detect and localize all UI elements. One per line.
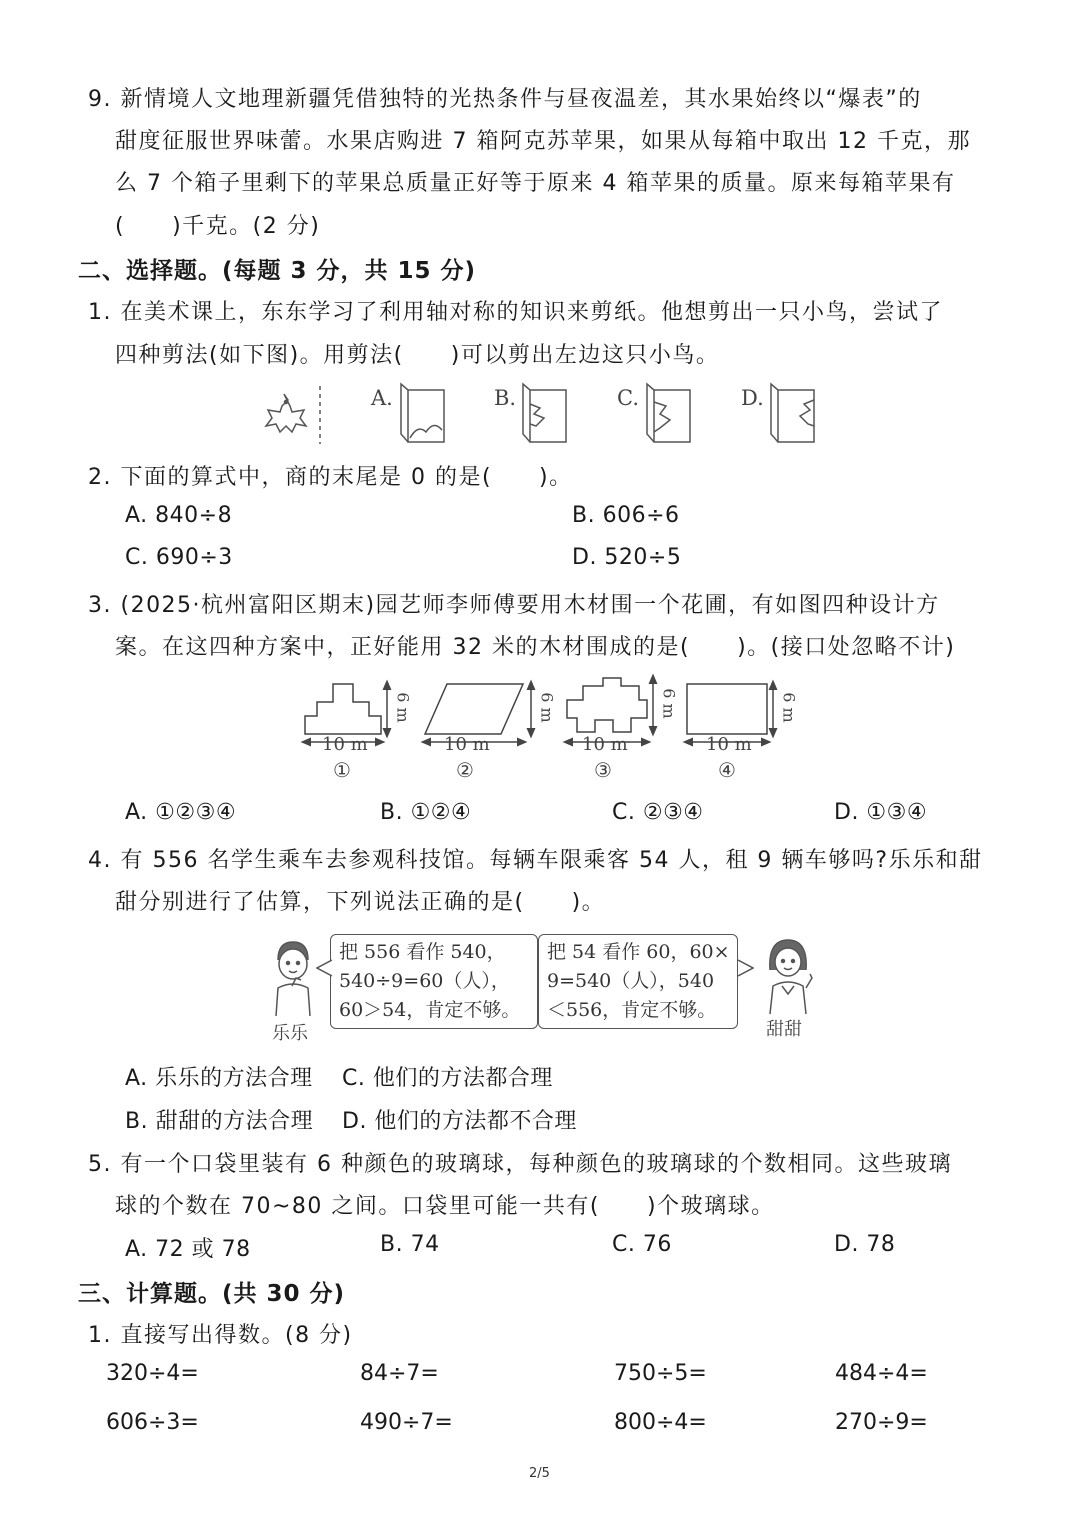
tiantian-bubble-line-2: 9=540（人），540: [547, 970, 715, 992]
shape-3: [567, 678, 647, 732]
c5-option-c: C. 76: [612, 1232, 672, 1257]
folded-paper-d-icon: [771, 384, 814, 442]
page-number: 2/5: [529, 1466, 550, 1481]
garden-figures: [295, 672, 815, 787]
folded-paper-b-icon: [523, 384, 566, 442]
calc-r2-c1: 606÷3=: [106, 1410, 199, 1435]
tiantian-bubble-tail: [738, 958, 754, 978]
calc-r1-c2: 84÷7=: [360, 1361, 439, 1386]
tiantian-avatar: [760, 936, 816, 1018]
section-2-title: 二、选择题。(每题 3 分，共 15 分): [78, 258, 477, 284]
lele-bubble-line-2: 540÷9=60（人），: [339, 970, 510, 992]
calc-r2-c3: 800÷4=: [614, 1410, 707, 1435]
fig2-width-label: 10 m: [444, 734, 490, 755]
fig3-width-label: 10 m: [582, 734, 628, 755]
c4-line-2: 甜分别进行了估算，下列说法正确的是( )。: [115, 890, 606, 915]
tiantian-bubble-line-3: ＜556，肯定不够。: [547, 999, 717, 1021]
tiantian-bubble-line-1: 把 54 看作 60，60×: [547, 941, 730, 963]
c1-label-a: A.: [371, 386, 393, 410]
lele-avatar: [268, 938, 318, 1020]
c4-option-b: B. 甜甜的方法合理: [125, 1109, 314, 1134]
c3-line-1: 3. (2025·杭州富阳区期末)园艺师李师傅要用木材围一个花圃，有如图四种设计方: [88, 593, 940, 618]
tiantian-speech-bubble: [538, 934, 738, 1029]
c1-label-c: C.: [617, 386, 639, 410]
q9-line-3: 么 7 个箱子里剩下的苹果总质量正好等于原来 4 箱苹果的质量。原来每箱苹果有: [115, 171, 956, 196]
c3-option-b: B. ①②④: [380, 800, 472, 825]
fig4-number: ④: [718, 758, 736, 782]
folded-paper-a-icon: [401, 384, 444, 442]
calc-r1-c3: 750÷5=: [614, 1361, 707, 1386]
k1-stem: 1. 直接写出得数。(8 分): [88, 1323, 353, 1348]
fig2-number: ②: [456, 758, 474, 782]
c3-option-c: C. ②③④: [612, 800, 704, 825]
calc-r1-c1: 320÷4=: [106, 1361, 199, 1386]
c5-option-d: D. 78: [834, 1232, 896, 1257]
c4-option-c: C. 他们的方法都合理: [342, 1066, 553, 1091]
c5-option-a: A. 72 或 78: [125, 1237, 251, 1262]
calc-r1-c4: 484÷4=: [835, 1361, 928, 1386]
c4-option-a: A. 乐乐的方法合理: [125, 1066, 313, 1091]
shape-2: [425, 684, 523, 734]
bird-icon: [266, 394, 306, 432]
shape-4: [687, 684, 767, 734]
lele-name: 乐乐: [272, 1023, 308, 1044]
c1-line-2: 四种剪法(如下图)。用剪法( )可以剪出左边这只小鸟。: [115, 343, 720, 368]
calc-r2-c2: 490÷7=: [360, 1410, 453, 1435]
c2-option-b: B. 606÷6: [572, 503, 680, 528]
q9-line-1: 9. 新情境人文地理新疆凭借独特的光热条件与昼夜温差，其水果始终以“爆表”的: [88, 87, 922, 112]
c1-label-b: B.: [494, 386, 517, 410]
fig3-height-label: 6 m: [659, 688, 679, 719]
lele-speech-bubble: [330, 934, 538, 1029]
q9-line-2: 甜度征服世界味蕾。水果店购进 7 箱阿克苏苹果，如果从每箱中取出 12 千克，那: [115, 129, 971, 154]
fig1-number: ①: [333, 758, 351, 782]
lele-bubble-line-3: 60＞54，肯定不够。: [339, 999, 521, 1021]
c1-line-1: 1. 在美术课上，东东学习了利用轴对称的知识来剪纸。他想剪出一只小鸟，尝试了: [88, 300, 943, 325]
c1-label-d: D.: [741, 386, 764, 410]
fig3-number: ③: [594, 758, 612, 782]
boy-icon: [268, 938, 318, 1020]
c5-line-1: 5. 有一个口袋里装有 6 种颜色的玻璃球，每种颜色的玻璃球的个数相同。这些玻璃: [88, 1152, 952, 1177]
tiantian-name: 甜甜: [766, 1019, 802, 1040]
c4-option-d: D. 他们的方法都不合理: [342, 1109, 577, 1134]
c5-option-b: B. 74: [380, 1232, 440, 1257]
c5-line-2: 球的个数在 70~80 之间。口袋里可能一共有( )个玻璃球。: [115, 1194, 775, 1219]
q9-line-4: ( )千克。(2 分): [115, 214, 321, 239]
fig4-width-label: 10 m: [706, 734, 752, 755]
folded-paper-c-icon: [647, 384, 690, 442]
c3-option-d: D. ①③④: [834, 800, 928, 825]
garden-svg: [295, 672, 815, 787]
c3-option-a: A. ①②③④: [125, 800, 237, 825]
lele-bubble-line-1: 把 556 看作 540，: [339, 941, 506, 963]
c4-line-1: 4. 有 556 名学生乘车去参观科技馆。每辆车限乘客 54 人，租 9 辆车够吗?乐乐和甜: [88, 848, 983, 873]
c3-line-2: 案。在这四种方案中，正好能用 32 米的木材围成的是( )。(接口处忽略不计): [115, 635, 956, 660]
calc-r2-c4: 270÷9=: [835, 1410, 928, 1435]
fig4-height-label: 6 m: [779, 692, 799, 723]
c2-option-c: C. 690÷3: [125, 545, 233, 570]
fig1-height-label: 6 m: [393, 692, 413, 723]
girl-icon: [760, 936, 816, 1018]
c2-option-a: A. 840÷8: [125, 503, 233, 528]
section-3-title: 三、计算题。(共 30 分): [78, 1281, 346, 1307]
fig1-width-label: 10 m: [322, 734, 368, 755]
c2-option-d: D. 520÷5: [572, 545, 682, 570]
fig2-height-label: 6 m: [537, 692, 557, 723]
shape-1: [305, 684, 381, 734]
lele-bubble-tail: [316, 958, 332, 978]
c2-stem: 2. 下面的算式中，商的末尾是 0 的是( )。: [88, 465, 573, 490]
